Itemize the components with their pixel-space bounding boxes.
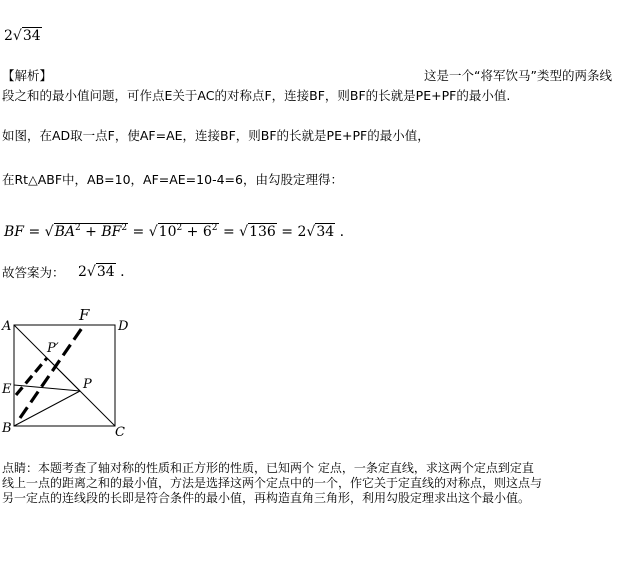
analysis-line1-right: 这是一个“将军饮马”类型的两条线: [424, 68, 612, 83]
analysis-line2: 段之和的最小值问题，可作点E关于AC的对称点F，连接BF，则BF的长就是PE+PF的最小值.: [2, 88, 511, 103]
label-p: P: [83, 377, 92, 392]
top-answer: 2√34: [4, 28, 41, 44]
label-e: E: [2, 382, 12, 397]
comment-line2: 线上一点的距离之和的最小值，方法是选择这两个定点中的一个，作它关于定直线的对称点，则这点与: [2, 476, 543, 490]
analysis-heading: 【解析】: [2, 68, 53, 83]
label-d: D: [118, 319, 129, 334]
segment-bf-dashed: [20, 325, 84, 418]
answer-value: 2√34 .: [78, 264, 125, 280]
segment-pprime-p: [47, 358, 80, 391]
segment-bp: [14, 391, 80, 426]
label-c: C: [115, 425, 125, 440]
paragraph-pythagoras: 在Rt△ABF中，AB=10，AF=AE=10-4=6，由勾股定理得：: [2, 172, 343, 187]
label-f: F: [79, 306, 90, 324]
label-a: A: [2, 319, 12, 334]
label-b: B: [2, 421, 12, 436]
comment-line3: 另一定点的连线段的长即是符合条件的最小值，再构造直角三角形，利用勾股定理求出这个最小值。: [2, 491, 531, 505]
label-pprime: P′: [47, 341, 59, 356]
segment-e-pprime-dashed: [16, 358, 47, 395]
comment-line1: 点睛：本题考查了轴对称的性质和正方形的性质，已知两个 定点，一条定直线，求这两个定点到定直: [2, 461, 534, 475]
segment-ep: [14, 385, 80, 391]
formula: BF = $√BA^2 + BF^2 = √10^2 + 6^2 = √136 = 2√34$ .: [4, 223, 345, 240]
paragraph-construction: 如图，在AD取一点F，使AF=AE，连接BF，则BF的长就是PE+PF的最小值，: [2, 128, 430, 143]
answer-label: 故答案为：: [2, 265, 65, 280]
